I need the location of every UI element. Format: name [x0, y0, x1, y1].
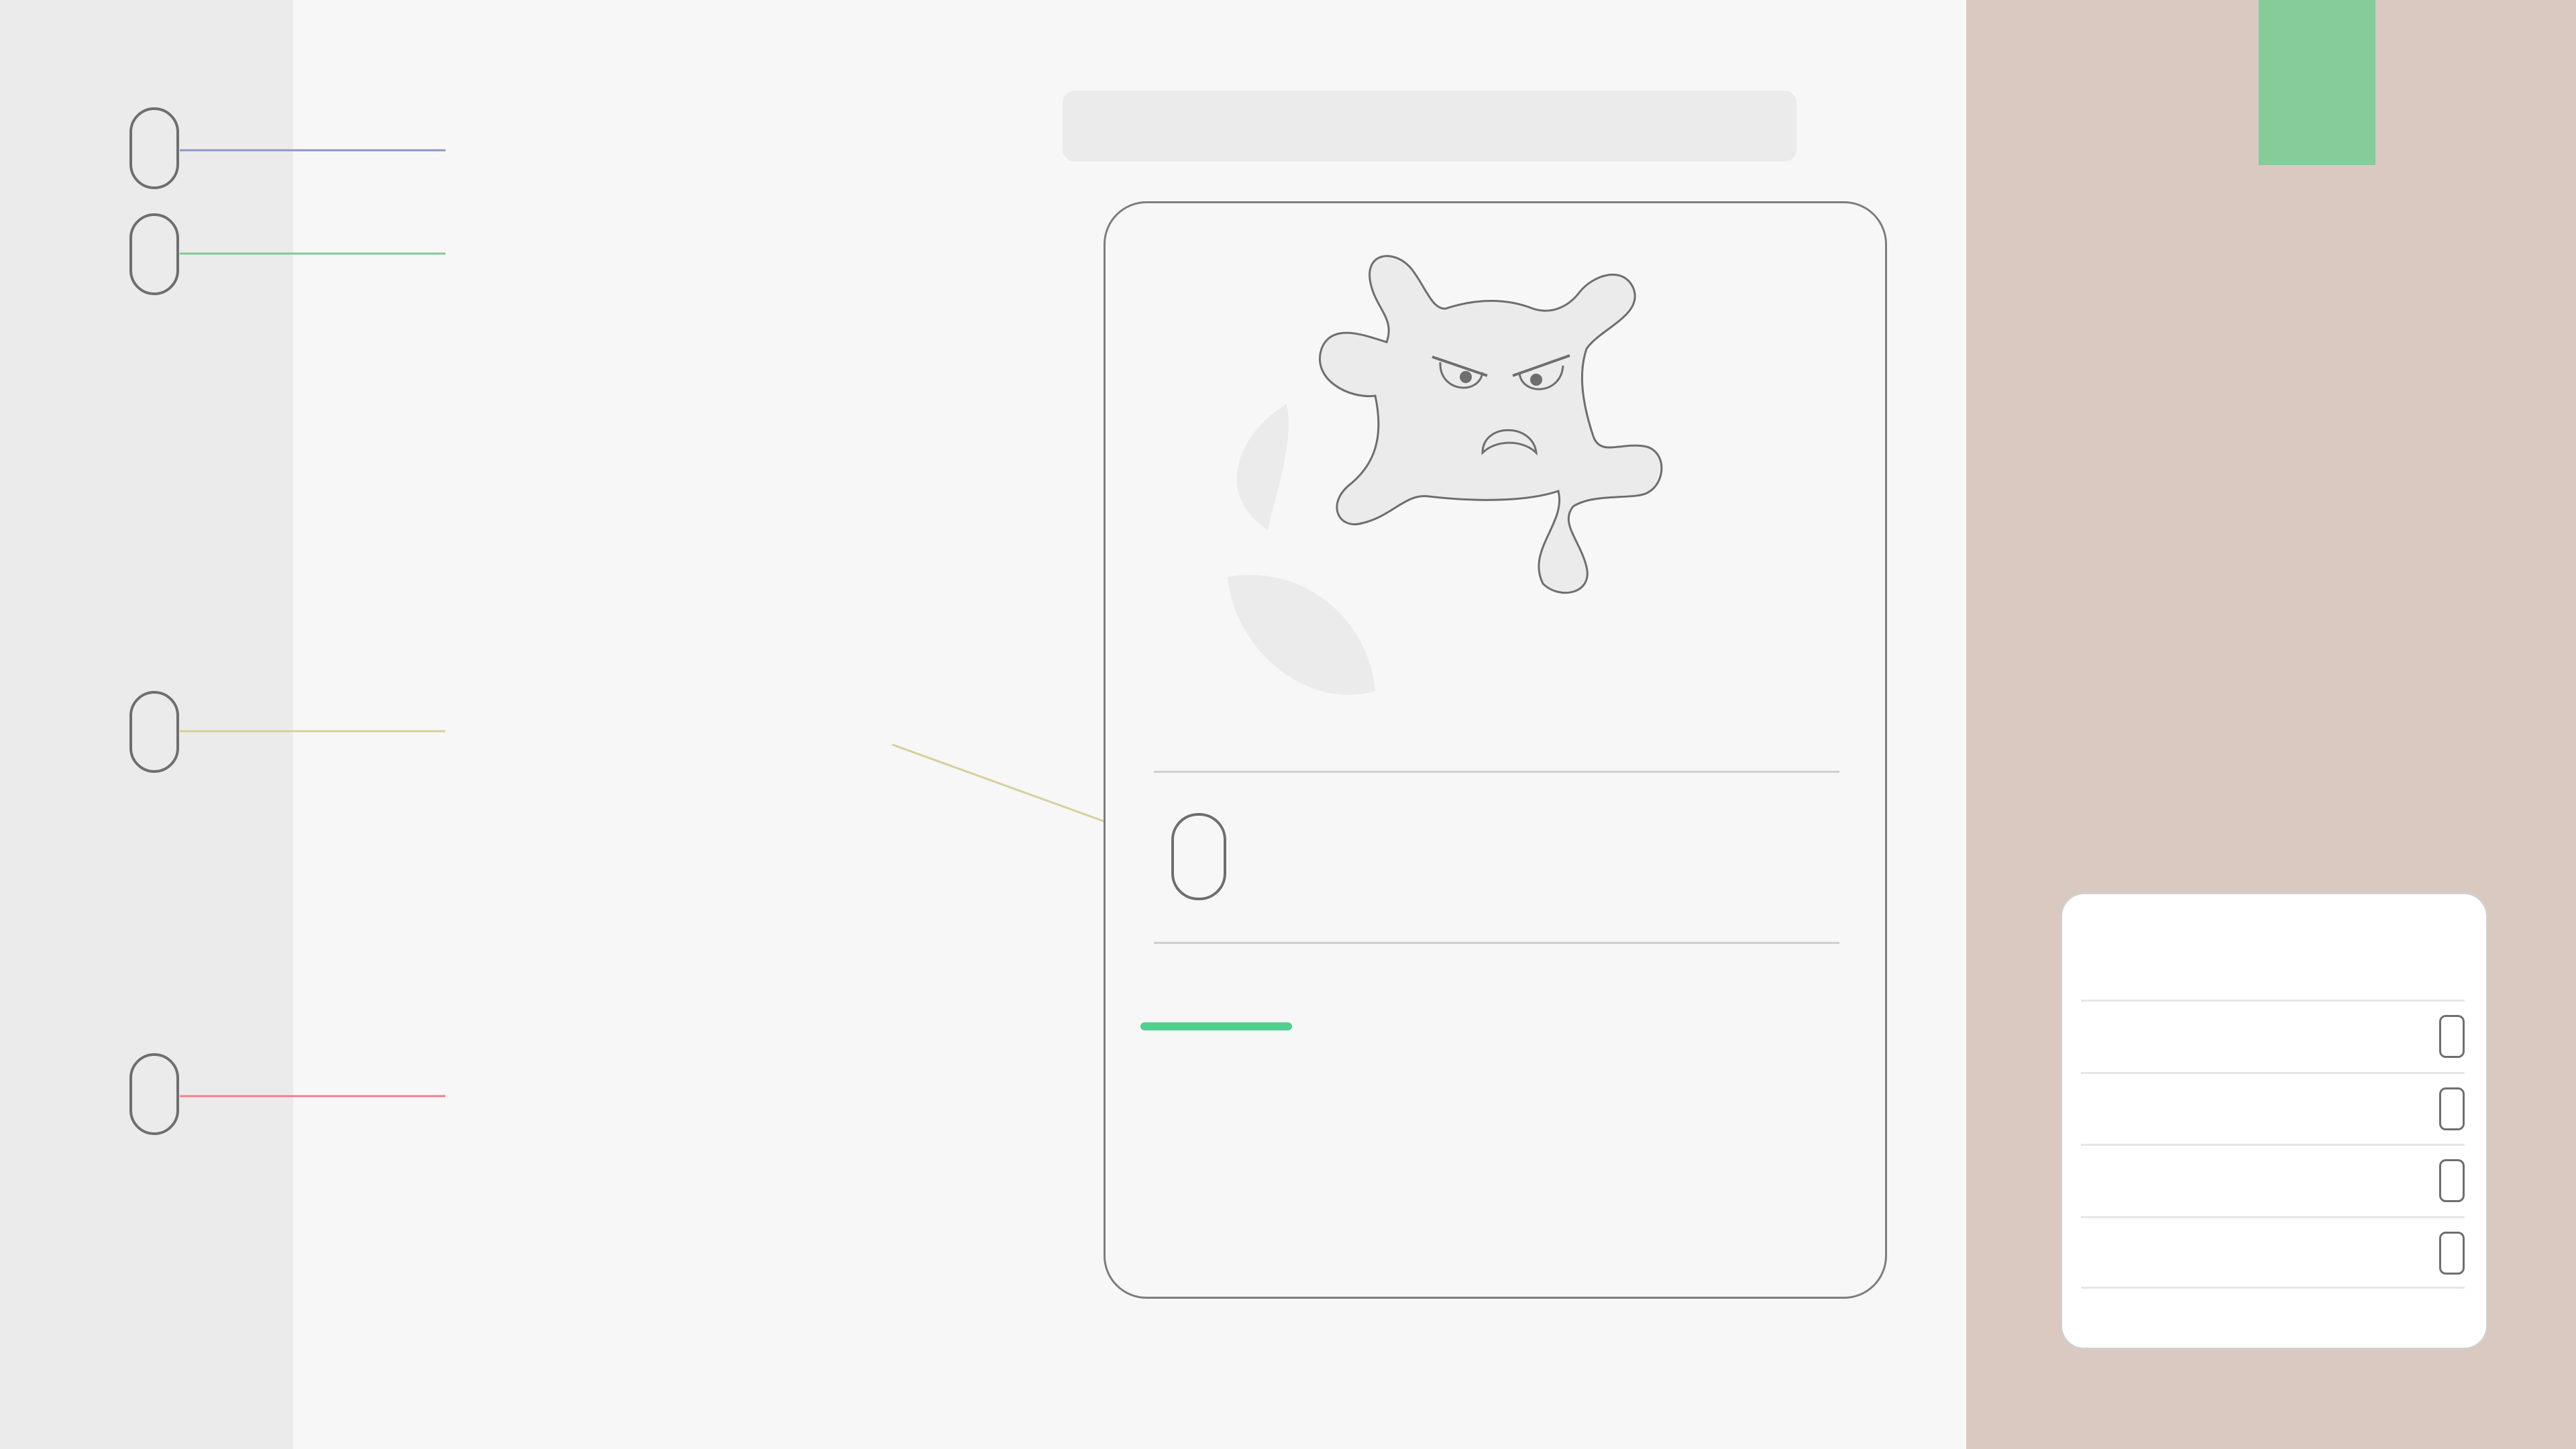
- report-header-bar: [1063, 91, 1796, 162]
- epass-badge: [2259, 0, 2375, 165]
- contact-row-dad[interactable]: [2081, 1000, 2465, 1072]
- divider: [1154, 771, 1839, 773]
- recovery-progress-fill: [1140, 1022, 1292, 1030]
- contact-status-dot: [2439, 1159, 2465, 1202]
- contact-row-mom[interactable]: [2081, 1072, 2465, 1144]
- contact-row-abhinav[interactable]: [2081, 1144, 2465, 1216]
- chip-severe: [445, 1065, 486, 1127]
- chip-safe: [445, 223, 486, 284]
- contact-status-dot: [2439, 1087, 2465, 1130]
- chip-unsure: [445, 700, 486, 761]
- divider: [1154, 942, 1839, 944]
- recovery-progress-bar: [1140, 1022, 1292, 1030]
- current-status-dot: [1171, 813, 1226, 900]
- contact-row-sagar[interactable]: [2081, 1216, 2465, 1289]
- status-dot-recovered: [129, 107, 179, 189]
- status-dot-severe: [129, 1053, 179, 1135]
- status-dot-safe: [129, 213, 179, 295]
- contact-status-dot: [2439, 1232, 2465, 1275]
- status-dot-unsure: [129, 691, 179, 773]
- chip-recovered: [445, 118, 486, 180]
- contact-status-dot: [2439, 1015, 2465, 1058]
- virus-icon: [1311, 235, 1701, 610]
